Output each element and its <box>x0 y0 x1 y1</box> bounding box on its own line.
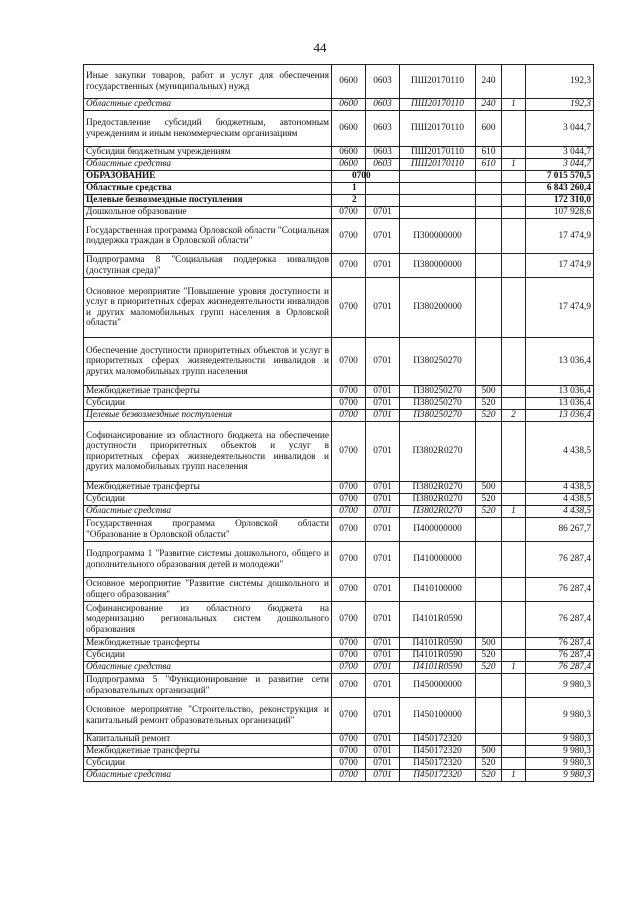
amount-cell: 192,3 <box>526 65 594 99</box>
target-article-cell: П450000000 <box>400 674 476 698</box>
table-row <box>84 578 594 602</box>
funding-source-cell <box>502 578 526 602</box>
subsection-code-cell: 0701 <box>366 207 400 219</box>
section-code-cell: 2 <box>332 195 366 207</box>
row-name-cell: Субсидии <box>84 494 332 506</box>
subsection-code-cell: 0603 <box>366 147 400 159</box>
expense-type-cell <box>476 219 502 254</box>
subsection-code-cell: 0701 <box>366 746 400 758</box>
row-name-cell: Межбюджетные трансферты <box>84 482 332 494</box>
amount-cell: 13 036,4 <box>526 398 594 410</box>
subsection-code-cell: 0701 <box>366 482 400 494</box>
subsection-code-cell: 0603 <box>366 65 400 99</box>
table-row <box>84 518 594 542</box>
row-name-cell: Областные средства <box>84 159 332 171</box>
target-article-cell: П3802R0270 <box>400 422 476 482</box>
funding-source-cell: 1 <box>502 770 526 782</box>
funding-source-cell <box>502 638 526 650</box>
funding-source-cell: 2 <box>502 410 526 422</box>
section-code-cell: 0700 <box>332 662 366 674</box>
funding-source-cell <box>502 183 526 195</box>
section-code-cell: 0600 <box>332 159 366 171</box>
subsection-code-cell: 0701 <box>366 338 400 386</box>
expense-type-cell: 520 <box>476 650 502 662</box>
target-article-cell: П4101R0590 <box>400 650 476 662</box>
funding-source-cell <box>502 398 526 410</box>
subsection-code-cell: 0701 <box>366 674 400 698</box>
subsection-code-cell: 0701 <box>366 410 400 422</box>
section-code-cell: 0700 <box>332 254 366 278</box>
target-article-cell: П380250270 <box>400 386 476 398</box>
target-article-cell <box>400 207 476 219</box>
subsection-code-cell: 0701 <box>366 494 400 506</box>
amount-cell: 9 980,3 <box>526 674 594 698</box>
target-article-cell: П380250270 <box>400 410 476 422</box>
expense-type-cell: 520 <box>476 410 502 422</box>
target-article-cell: П3802R0270 <box>400 482 476 494</box>
row-name-cell: Иные закупки товаров, работ и услуг для обеспечения государственных (муниципальных) нужд <box>84 65 332 99</box>
section-code-cell: 0700 <box>332 422 366 482</box>
section-code-cell: 0700 <box>332 338 366 386</box>
section-code-cell: 0700 <box>332 278 366 338</box>
amount-cell: 9 980,3 <box>526 758 594 770</box>
funding-source-cell <box>502 195 526 207</box>
expense-type-cell <box>476 674 502 698</box>
row-name-cell: Субсидии бюджетным учреждениям <box>84 147 332 159</box>
table-row <box>84 746 594 758</box>
funding-source-cell <box>502 746 526 758</box>
expense-type-cell: 520 <box>476 758 502 770</box>
expense-type-cell <box>476 542 502 578</box>
row-name-cell: Подпрограмма 8 "Социальная поддержка инвалидов (доступная среда)" <box>84 254 332 278</box>
subsection-code-cell: 0701 <box>366 254 400 278</box>
table-row <box>84 338 594 386</box>
expense-type-cell: 610 <box>476 147 502 159</box>
section-code-cell: 0700 <box>332 386 366 398</box>
target-article-cell: ПШ20170110 <box>400 65 476 99</box>
section-code-cell: 0700 <box>332 494 366 506</box>
row-name-cell: ОБРАЗОВАНИЕ <box>84 171 332 183</box>
table-body <box>84 65 594 782</box>
amount-cell: 13 036,4 <box>526 338 594 386</box>
table-row <box>84 674 594 698</box>
row-name-cell: Государственная программа Орловской области "Социальная поддержка граждан в Орловской области" <box>84 219 332 254</box>
amount-cell: 4 438,5 <box>526 494 594 506</box>
section-code-cell: 0700 <box>332 506 366 518</box>
table-row <box>84 758 594 770</box>
amount-cell: 76 287,4 <box>526 578 594 602</box>
target-article-cell: П450100000 <box>400 698 476 734</box>
row-name-cell: Межбюджетные трансферты <box>84 638 332 650</box>
amount-cell: 9 980,3 <box>526 746 594 758</box>
funding-source-cell <box>502 494 526 506</box>
funding-source-cell <box>502 386 526 398</box>
funding-source-cell: 1 <box>502 506 526 518</box>
funding-source-cell <box>502 542 526 578</box>
funding-source-cell <box>502 147 526 159</box>
subsection-code-cell: 0701 <box>366 278 400 338</box>
target-article-cell: П4101R0590 <box>400 602 476 638</box>
table-row <box>84 398 594 410</box>
section-code-cell: 0700 <box>332 207 366 219</box>
target-article-cell: ПШ20170110 <box>400 159 476 171</box>
funding-source-cell <box>502 482 526 494</box>
amount-cell: 4 438,5 <box>526 506 594 518</box>
expense-type-cell: 520 <box>476 398 502 410</box>
table-row <box>84 99 594 111</box>
amount-cell: 4 438,5 <box>526 482 594 494</box>
row-name-cell: Подпрограмма 5 "Функционирование и развитие сети образовательных организаций" <box>84 674 332 698</box>
subsection-code-cell: 0701 <box>366 758 400 770</box>
subsection-code-cell: 0603 <box>366 159 400 171</box>
section-code-cell: 0700 <box>332 746 366 758</box>
subsection-code-cell: 0603 <box>366 111 400 147</box>
target-article-cell: П3802R0270 <box>400 494 476 506</box>
table-row <box>84 494 594 506</box>
section-code-cell: 1 <box>332 183 366 195</box>
amount-cell: 107 928,6 <box>526 207 594 219</box>
row-name-cell: Основное мероприятие "Повышение уровня доступности и услуг в приоритетных сферах жизнедеятельности инвалидов и других маломобильных групп населения в Орловской области" <box>84 278 332 338</box>
expense-type-cell: 240 <box>476 99 502 111</box>
table-row <box>84 410 594 422</box>
expense-type-cell <box>476 602 502 638</box>
amount-cell: 192,3 <box>526 99 594 111</box>
expense-type-cell <box>476 171 502 183</box>
row-name-cell: Дошкольное образование <box>84 207 332 219</box>
table-row <box>84 638 594 650</box>
target-article-cell: П450172320 <box>400 746 476 758</box>
target-article-cell: П4101R0590 <box>400 638 476 650</box>
expense-type-cell <box>476 734 502 746</box>
amount-cell: 17 474,9 <box>526 254 594 278</box>
amount-cell: 86 267,7 <box>526 518 594 542</box>
table-row <box>84 482 594 494</box>
row-name-cell: Областные средства <box>84 183 332 195</box>
row-name-cell: Капитальный ремонт <box>84 734 332 746</box>
funding-source-cell: 1 <box>502 662 526 674</box>
row-name-cell: Субсидии <box>84 650 332 662</box>
section-code-cell: 0700 <box>332 770 366 782</box>
expense-type-cell <box>476 207 502 219</box>
funding-source-cell <box>502 650 526 662</box>
target-article-cell: ПШ20170110 <box>400 111 476 147</box>
row-name-cell: Государственная программа Орловской области "Образование в Орловской области" <box>84 518 332 542</box>
subsection-code-cell: 0701 <box>366 386 400 398</box>
table-row <box>84 195 594 207</box>
target-article-cell: П380000000 <box>400 254 476 278</box>
section-code-cell: 0600 <box>332 99 366 111</box>
target-article-cell <box>400 171 476 183</box>
section-code-cell: 0700 <box>332 518 366 542</box>
row-name-cell: Основное мероприятие "Строительство, реконструкция и капитальный ремонт образовательных организаций" <box>84 698 332 734</box>
section-code-cell: 0700 <box>332 542 366 578</box>
subsection-code-cell: 0701 <box>366 578 400 602</box>
section-code-cell: 0700 <box>332 410 366 422</box>
target-article-cell <box>400 195 476 207</box>
subsection-code-cell: 0701 <box>366 518 400 542</box>
expense-type-cell <box>476 578 502 602</box>
section-code-cell: 0700 <box>332 219 366 254</box>
section-code-cell: 0700 <box>332 638 366 650</box>
amount-cell: 6 843 260,4 <box>526 183 594 195</box>
expense-type-cell <box>476 278 502 338</box>
table-row <box>84 650 594 662</box>
amount-cell: 76 287,4 <box>526 602 594 638</box>
page-number: 44 <box>313 40 327 55</box>
expense-type-cell: 600 <box>476 111 502 147</box>
funding-source-cell <box>502 65 526 99</box>
target-article-cell: П380250270 <box>400 398 476 410</box>
amount-cell: 4 438,5 <box>526 422 594 482</box>
row-name-cell: Областные средства <box>84 770 332 782</box>
subsection-code-cell: 0701 <box>366 650 400 662</box>
target-article-cell: П410000000 <box>400 542 476 578</box>
table-row <box>84 422 594 482</box>
amount-cell: 76 287,4 <box>526 638 594 650</box>
section-code-cell: 0700 <box>332 602 366 638</box>
amount-cell: 9 980,3 <box>526 770 594 782</box>
row-name-cell: Основное мероприятие "Развитие системы дошкольного и общего образования" <box>84 578 332 602</box>
row-name-cell: Субсидии <box>84 398 332 410</box>
row-name-cell: Областные средства <box>84 99 332 111</box>
amount-cell: 3 044,7 <box>526 159 594 171</box>
row-name-cell: Целевые безвозмездные поступления <box>84 195 332 207</box>
target-article-cell: ПШ20170110 <box>400 147 476 159</box>
expense-type-cell: 240 <box>476 65 502 99</box>
row-name-cell: Межбюджетные трансферты <box>84 746 332 758</box>
target-article-cell: П450172320 <box>400 734 476 746</box>
subsection-code-cell: 0701 <box>366 219 400 254</box>
amount-cell: 3 044,7 <box>526 111 594 147</box>
funding-source-cell <box>502 602 526 638</box>
target-article-cell: П300000000 <box>400 219 476 254</box>
amount-cell: 17 474,9 <box>526 219 594 254</box>
amount-cell: 9 980,3 <box>526 734 594 746</box>
funding-source-cell <box>502 674 526 698</box>
target-article-cell: П380200000 <box>400 278 476 338</box>
table-row <box>84 506 594 518</box>
funding-source-cell <box>502 758 526 770</box>
budget-table <box>83 64 594 782</box>
amount-cell: 13 036,4 <box>526 410 594 422</box>
amount-cell: 17 474,9 <box>526 278 594 338</box>
subsection-code-cell: 0603 <box>366 99 400 111</box>
table-row <box>84 171 594 183</box>
section-code-cell: 0700 <box>332 674 366 698</box>
section-code-cell: 0700 <box>332 578 366 602</box>
section-code-cell: 0700 <box>332 734 366 746</box>
section-code-cell: 0600 <box>332 111 366 147</box>
subsection-code-cell: 0701 <box>366 398 400 410</box>
target-article-cell: П450172320 <box>400 770 476 782</box>
expense-type-cell <box>476 422 502 482</box>
row-name-cell: Областные средства <box>84 662 332 674</box>
amount-cell: 172 310,0 <box>526 195 594 207</box>
target-article-cell: П400000000 <box>400 518 476 542</box>
funding-source-cell: 1 <box>502 159 526 171</box>
section-code-cell: 0700 <box>332 650 366 662</box>
funding-source-cell <box>502 171 526 183</box>
funding-source-cell <box>502 518 526 542</box>
table-row <box>84 254 594 278</box>
table-row <box>84 147 594 159</box>
subsection-code-cell: 0701 <box>366 698 400 734</box>
funding-source-cell <box>502 219 526 254</box>
row-name-cell: Субсидии <box>84 758 332 770</box>
funding-source-cell <box>502 207 526 219</box>
expense-type-cell <box>476 183 502 195</box>
expense-type-cell: 610 <box>476 159 502 171</box>
row-name-cell: Софинансирование из областного бюджета на модернизацию региональных систем дошкольного образования <box>84 602 332 638</box>
subsection-code-cell: 0701 <box>366 734 400 746</box>
table-row <box>84 542 594 578</box>
funding-source-cell <box>502 734 526 746</box>
table-row <box>84 734 594 746</box>
subsection-code-cell <box>366 195 400 207</box>
subsection-code-cell: 0701 <box>366 662 400 674</box>
section-code-cell: 0700 <box>332 171 366 183</box>
expense-type-cell <box>476 195 502 207</box>
expense-type-cell <box>476 254 502 278</box>
section-code-cell: 0700 <box>332 482 366 494</box>
funding-source-cell <box>502 111 526 147</box>
expense-type-cell: 520 <box>476 494 502 506</box>
subsection-code-cell: 0701 <box>366 542 400 578</box>
table-row <box>84 65 594 99</box>
expense-type-cell: 500 <box>476 386 502 398</box>
funding-source-cell <box>502 254 526 278</box>
expense-type-cell: 520 <box>476 770 502 782</box>
amount-cell: 76 287,4 <box>526 650 594 662</box>
section-code-cell: 0700 <box>332 758 366 770</box>
subsection-code-cell: 0701 <box>366 422 400 482</box>
section-code-cell: 0700 <box>332 398 366 410</box>
expense-type-cell: 520 <box>476 662 502 674</box>
funding-source-cell <box>502 422 526 482</box>
amount-cell: 13 036,4 <box>526 386 594 398</box>
table-row <box>84 207 594 219</box>
expense-type-cell: 520 <box>476 506 502 518</box>
funding-source-cell <box>502 698 526 734</box>
subsection-code-cell: 0701 <box>366 770 400 782</box>
amount-cell: 3 044,7 <box>526 147 594 159</box>
target-article-cell <box>400 183 476 195</box>
row-name-cell: Обеспечение доступности приоритетных объектов и услуг в приоритетных сферах жизнедеятельности инвалидов и других маломобильных групп населения <box>84 338 332 386</box>
target-article-cell: П4101R0590 <box>400 662 476 674</box>
table-row <box>84 698 594 734</box>
section-code-cell: 0600 <box>332 147 366 159</box>
row-name-cell: Софинансирование из областного бюджета на обеспечение доступности приоритетных объектов и услуг в приоритетных сферах жизнедеятельности инвалидов и других маломобильных групп населения <box>84 422 332 482</box>
row-name-cell: Межбюджетные трансферты <box>84 386 332 398</box>
row-name-cell: Предоставление субсидий бюджетным, автономным учреждениям и иным некоммерческим организациям <box>84 111 332 147</box>
subsection-code-cell <box>366 183 400 195</box>
subsection-code-cell: 0701 <box>366 602 400 638</box>
subsection-code-cell: 0701 <box>366 506 400 518</box>
table-row <box>84 111 594 147</box>
table-row <box>84 219 594 254</box>
section-code-cell: 0700 <box>332 698 366 734</box>
table-row <box>84 602 594 638</box>
amount-cell: 76 287,4 <box>526 542 594 578</box>
amount-cell: 7 015 570,5 <box>526 171 594 183</box>
subsection-code-cell: 0701 <box>366 638 400 650</box>
target-article-cell: П3802R0270 <box>400 506 476 518</box>
expense-type-cell <box>476 698 502 734</box>
funding-source-cell <box>502 338 526 386</box>
target-article-cell: П410100000 <box>400 578 476 602</box>
expense-type-cell: 500 <box>476 482 502 494</box>
funding-source-cell <box>502 278 526 338</box>
expense-type-cell: 500 <box>476 638 502 650</box>
expense-type-cell <box>476 518 502 542</box>
section-code-cell: 0600 <box>332 65 366 99</box>
table-row <box>84 183 594 195</box>
amount-cell: 9 980,3 <box>526 698 594 734</box>
table-row <box>84 662 594 674</box>
row-name-cell: Подпрограмма 1 "Развитие системы дошкольного, общего и дополнительного образования детей и молодежи" <box>84 542 332 578</box>
expense-type-cell <box>476 338 502 386</box>
amount-cell: 76 287,4 <box>526 662 594 674</box>
target-article-cell: П380250270 <box>400 338 476 386</box>
target-article-cell: П450172320 <box>400 758 476 770</box>
table-row <box>84 278 594 338</box>
target-article-cell: ПШ20170110 <box>400 99 476 111</box>
row-name-cell: Целевые безвозмездные поступления <box>84 410 332 422</box>
expense-type-cell: 500 <box>476 746 502 758</box>
funding-source-cell: 1 <box>502 99 526 111</box>
table-row <box>84 770 594 782</box>
table-row <box>84 159 594 171</box>
row-name-cell: Областные средства <box>84 506 332 518</box>
table-row <box>84 386 594 398</box>
